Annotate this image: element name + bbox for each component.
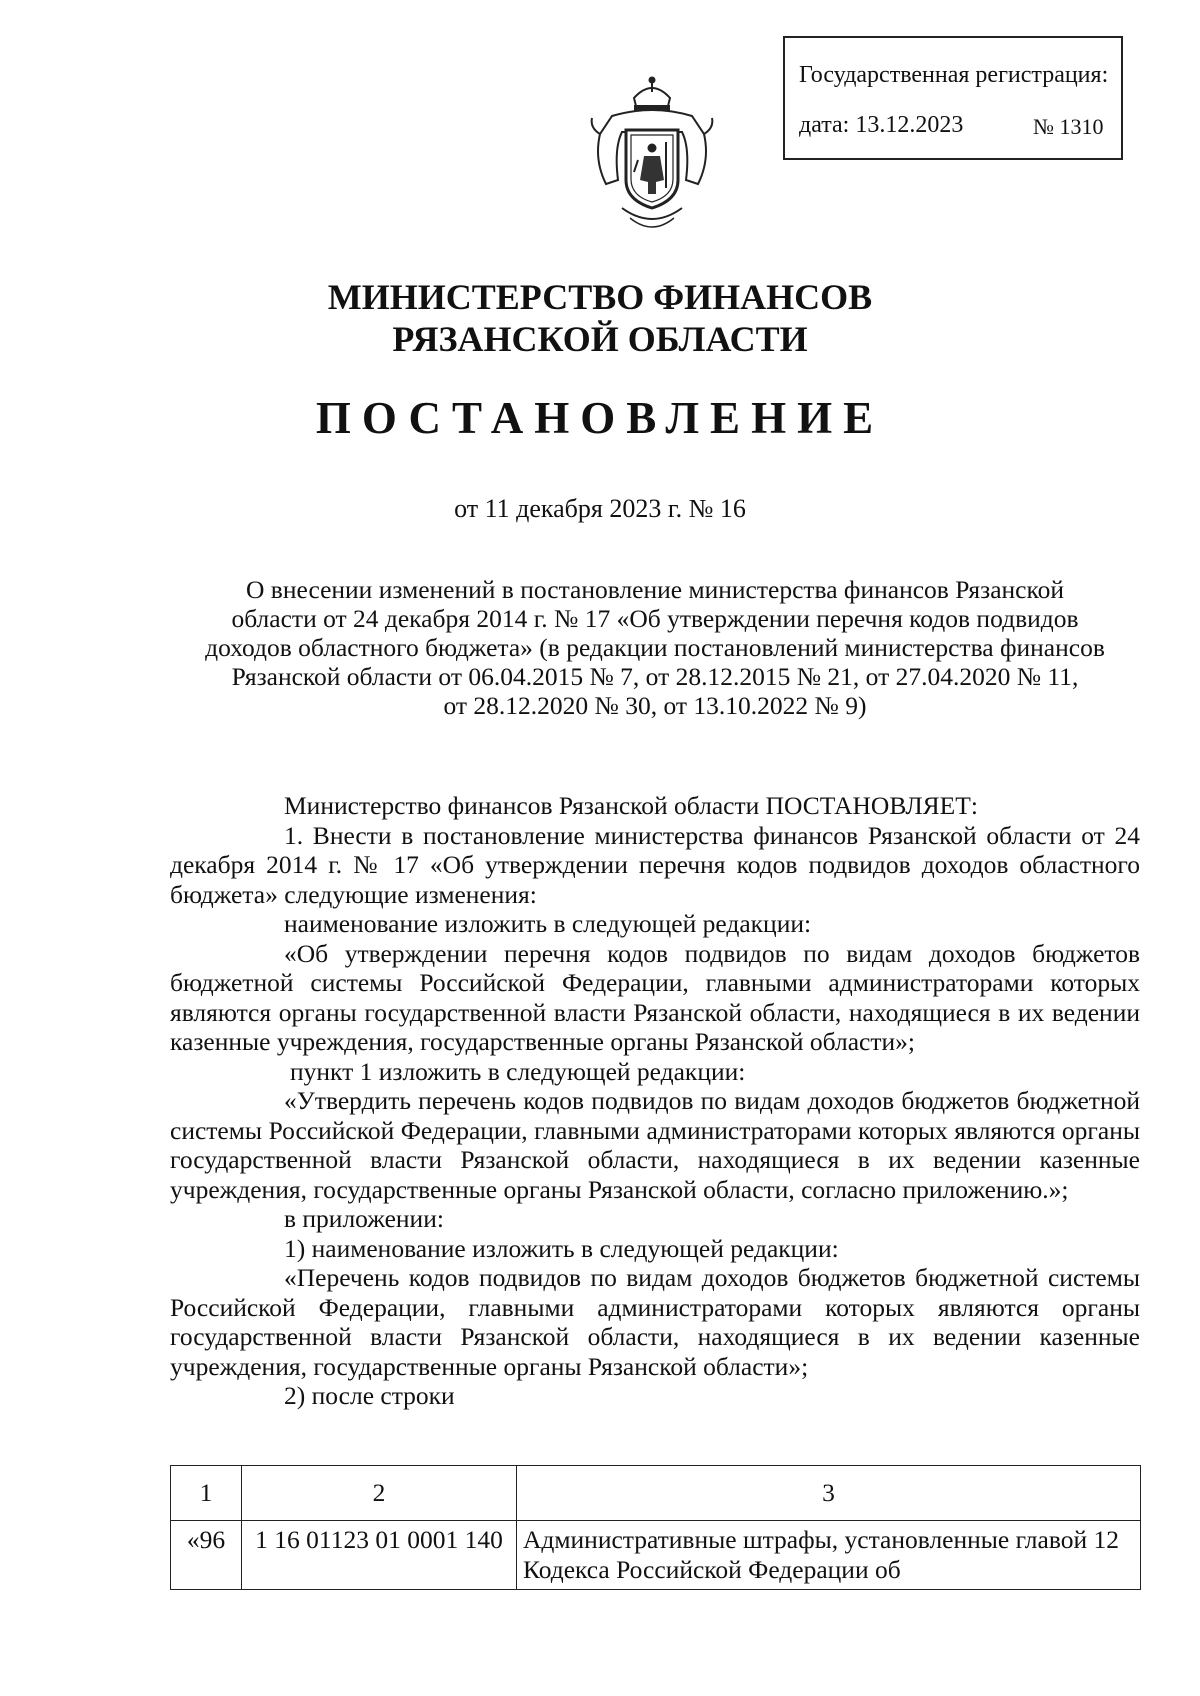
paragraph-point-1-text: «Утвердить перечень кодов подвидов по видам доходов бюджетов бюджетной системы Российской Федерации, главными администраторами которых являются органы государственной власти Рязанской области, находящиеся в их ведении казенные учреждения, государственные органы Рязанской области, согласно приложению.»; (170, 1086, 1140, 1204)
income-codes-table (170, 1465, 1141, 1590)
table-header-cell: 2 (242, 1466, 517, 1521)
subject-line: О внесении изменений в постановление министерства финансов Рязанской (246, 575, 1064, 604)
table-cell-admin-code: «96 (171, 1521, 242, 1590)
document-date: от 11 декабря 2023 г. № 16 (454, 494, 746, 523)
ministry-title-line-2: РЯЗАНСКОЙ ОБЛАСТИ (392, 319, 808, 359)
subject-line: доходов областного бюджета» (в редакции постановлений министерства финансов (205, 633, 1105, 662)
table-header-cell: 3 (517, 1466, 1141, 1521)
paragraph-new-name: «Об утверждении перечня кодов подвидов по видам доходов бюджетов бюджетной системы Российской Федерации, главными администраторами которых являются органы государственной власти Рязанской области, находящиеся в их ведении казенные учреждения, государственные органы Рязанской области»; (170, 938, 1140, 1056)
paragraph-appendix-new-name: «Перечень кодов подвидов по видам доходов бюджетов бюджетной системы Российской Федерации, главными администраторами которых являются органы государственной власти Рязанской области, находящиеся в их ведении казенные учреждения, государственные органы Рязанской области»; (170, 1263, 1140, 1381)
document-body (170, 791, 1140, 1411)
ryazan-coat-of-arms-icon (582, 68, 722, 238)
ministry-title-line-1: МИНИСТЕРСТВО ФИНАНСОВ (327, 277, 873, 317)
subject-line: области от 24 декабря 2014 г. № 17 «Об утверждении перечня кодов подвидов (231, 604, 1079, 633)
subject-line: Рязанской области от 06.04.2015 № 7, от 28.12.2015 № 21, от 27.04.2020 № 11, (231, 662, 1079, 691)
paragraph-name-change: наименование изложить в следующей редакции: (284, 909, 812, 938)
paragraph-in-appendix: в приложении: (284, 1204, 444, 1233)
ministry-title (0, 276, 1200, 360)
resolution-preamble: Министерство финансов Рязанской области ПОСТАНОВЛЯЕТ: (284, 791, 978, 820)
table-row (171, 1521, 1141, 1590)
registration-title: Государственная регистрация: (799, 62, 1109, 88)
paragraph-after-row: 2) после строки (284, 1381, 455, 1410)
registration-date: дата: 13.12.2023 (799, 112, 964, 138)
table-header-row (171, 1466, 1141, 1521)
paragraph-item-1: 1. Внести в постановление министерства финансов Рязанской области от 24 декабря 2014 г. № 17 «Об утверждении перечня кодов подвидов доходов областного бюджета» следующие изменения: (170, 820, 1140, 909)
document-type: ПОСТАНОВЛЕНИЕ (315, 393, 885, 443)
table-header-cell: 1 (171, 1466, 242, 1521)
paragraph-appendix-name-change: 1) наименование изложить в следующей редакции: (284, 1233, 839, 1263)
table-cell-income-code: 1 16 01123 01 0001 140 (242, 1521, 517, 1590)
table-cell-description: Административные штрафы, установленные главой 12 Кодекса Российской Федерации об (517, 1521, 1141, 1590)
document-subject (170, 575, 1140, 720)
registration-stamp (783, 36, 1123, 160)
subject-line: от 28.12.2020 № 30, от 13.10.2022 № 9) (443, 691, 867, 720)
paragraph-point-1-change: пункт 1 изложить в следующей редакции: (290, 1056, 746, 1086)
registration-number: № 1310 (1033, 114, 1104, 139)
